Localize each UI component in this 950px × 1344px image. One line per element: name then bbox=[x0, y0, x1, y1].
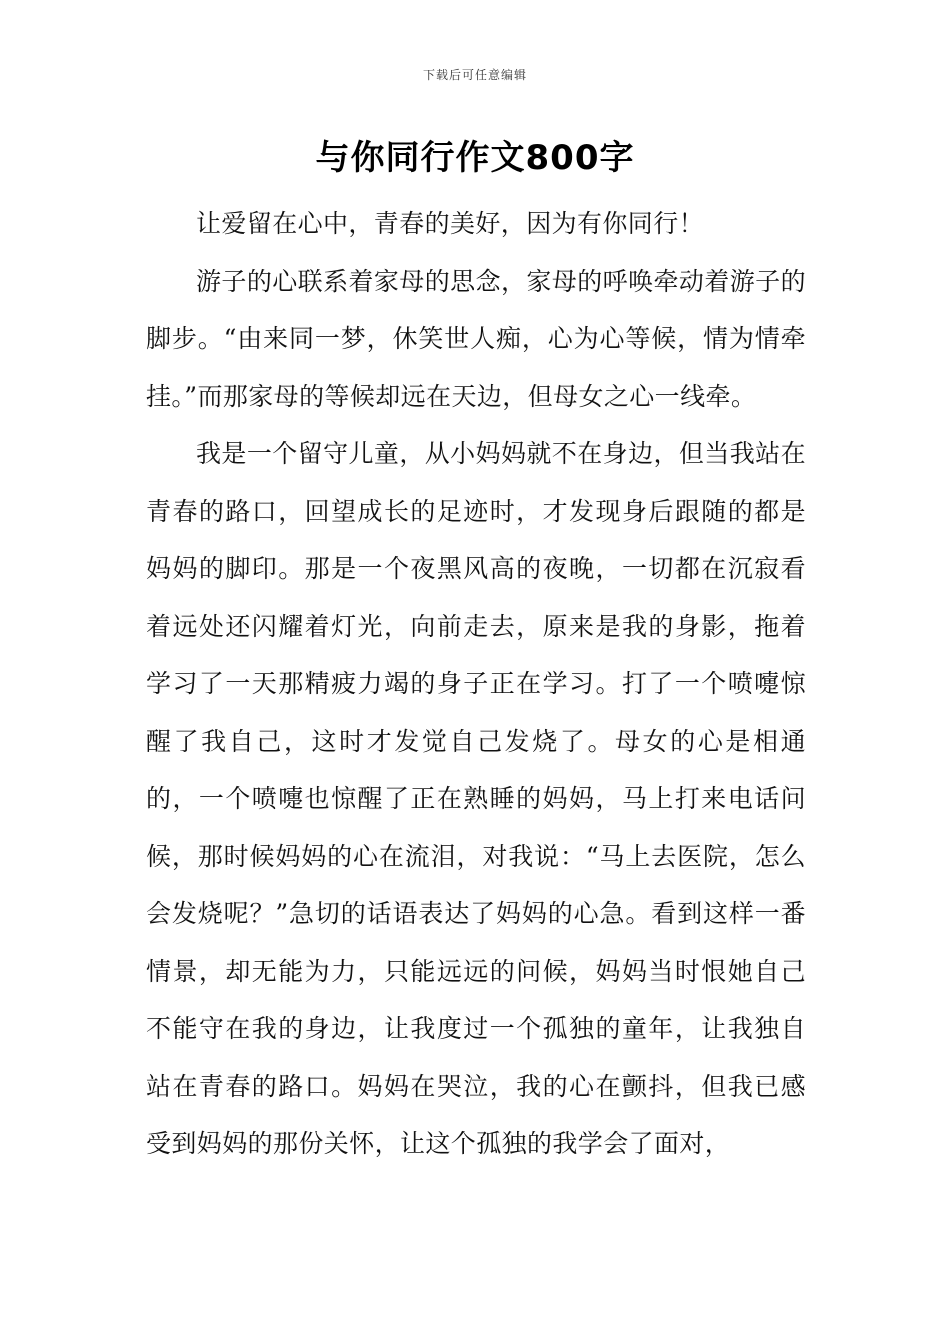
article-body bbox=[146, 195, 806, 1173]
header-note: 下载后可任意编辑 bbox=[422, 68, 527, 82]
page-title: 与你同行作文800字 bbox=[315, 138, 635, 178]
paragraph-3: 我是一个留守儿童，从小妈妈就不在身边，但当我站在青春的路口，回望成长的足迹时，才发现身后跟随的都是妈妈的脚印。那是一个夜黑风高的夜晚，一切都在沉寂看着远处还闪耀着灯光，向前走去，原来是我的身影，拖着学习了一天那精疲力竭的身子正在学习。打了一个喷嚏惊醒了我自己，这时才发觉自己发烧了。母女的心是相通的，一个喷嚏也惊醒了正在熟睡的妈妈，马上打来电话问候，那时候妈妈的心在流泪，对我说：“马上去医院，怎么会发烧呢？”急切的话语表达了妈妈的心急。看到这样一番情景，却无能为力，只能远远的问候，妈妈当时恨她自己不能守在我的身边，让我度过一个孤独的童年，让我独自站在青春的路口。妈妈在哭泣，我的心在颤抖，但我已感受到妈妈的那份关怀，让这个孤独的我学会了面对， bbox=[146, 439, 806, 1158]
paragraph-1: 让爱留在心中，青春的美好，因为有你同行！ bbox=[196, 209, 705, 238]
paragraph-2: 游子的心联系着家母的思念，家母的呼唤牵动着游子的脚步。“由来同一梦，休笑世人痴，心为心等候，情为情牵挂。”而那家母的等候却远在天边，但母女之心一线牵。 bbox=[146, 266, 806, 411]
